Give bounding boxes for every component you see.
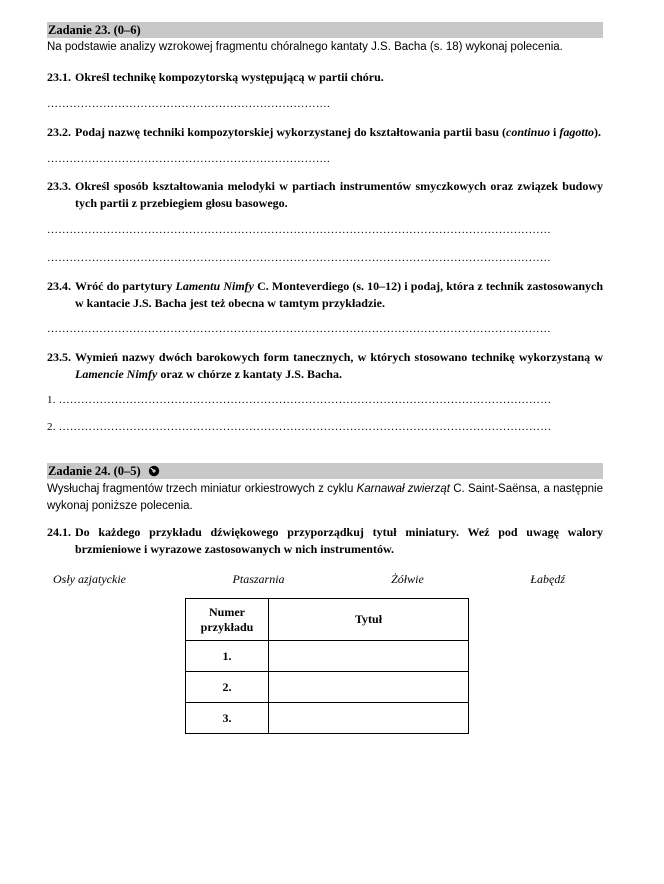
audio-cd-icon bbox=[148, 465, 160, 481]
title-option: Ptaszarnia bbox=[232, 572, 285, 586]
answer-line-23-3a[interactable]: ……………………………………………………………………………………………………………………… bbox=[47, 224, 551, 236]
question-number: 23.5. bbox=[47, 350, 71, 364]
row-number: 2. bbox=[186, 672, 269, 703]
question-text: Określ technikę kompozytorską występującą w partii chóru. bbox=[75, 70, 384, 84]
row-number: 1. bbox=[186, 641, 269, 672]
title-answer-cell[interactable] bbox=[269, 641, 469, 672]
answer-table bbox=[185, 598, 469, 734]
task-24-intro: Wysłuchaj fragmentów trzech miniatur orkiestrowych z cyklu Karnawał zwierząt C. Saint-Saënsa, a następnie wykonaj poniższe polecenia. bbox=[47, 483, 603, 512]
question-text: Wymień nazwy dwóch barokowych form tanecznych, w których stosowano technikę wykorzystaną w Lamencie Nimfy oraz w chórze z kantaty J.S. Bacha. bbox=[75, 350, 603, 381]
miniature-titles-list bbox=[47, 572, 603, 587]
question-text: Wróć do partytury Lamentu Nimfy C. Monteverdiego (s. 10–12) i podaj, która z technik zastosowanych w kantacie J.S. Bacha jest też obecna w tamtym przykładzie. bbox=[75, 279, 603, 310]
question-23-2 bbox=[47, 124, 603, 141]
question-text: Do każdego przykładu dźwiękowego przyporządkuj tytuł miniatury. Weź pod uwagę walory brzmieniowe i wyrazowe zastosowanych w nich instrumentów. bbox=[75, 525, 603, 556]
row-number: 3. bbox=[186, 703, 269, 734]
column-header-title: Tytuł bbox=[269, 599, 469, 641]
question-number: 23.1. bbox=[47, 70, 71, 84]
exam-page bbox=[47, 22, 603, 734]
title-answer-cell[interactable] bbox=[269, 703, 469, 734]
answer-line-23-5-1[interactable]: 1. …………………………………………………………………………………………………………………… bbox=[47, 394, 552, 406]
question-23-1 bbox=[47, 69, 603, 86]
question-number: 23.4. bbox=[47, 279, 71, 293]
title-answer-cell[interactable] bbox=[269, 672, 469, 703]
title-option: Łabędź bbox=[530, 572, 565, 586]
question-text: Określ sposób kształtowania melodyki w partiach instrumentów smyczkowych oraz związek budowy tych partii z przebiegiem głosu basowego. bbox=[75, 179, 603, 210]
answer-line-23-2[interactable]: …………………………………………………………………. bbox=[47, 153, 330, 165]
question-number: 24.1. bbox=[47, 525, 71, 539]
question-24-1 bbox=[47, 524, 603, 558]
task-23-header: Zadanie 23. (0–6) bbox=[47, 22, 603, 38]
answer-line-23-1[interactable]: …………………………………………………………………. bbox=[47, 98, 330, 110]
title-option: Żółwie bbox=[391, 572, 424, 586]
question-23-3 bbox=[47, 178, 603, 212]
answer-line-23-4[interactable]: ……………………………………………………………………………………………………………………… bbox=[47, 323, 551, 335]
question-number: 23.2. bbox=[47, 125, 71, 139]
answer-line-23-5-2[interactable]: 2. …………………………………………………………………………………………………………………… bbox=[47, 421, 552, 433]
title-option: Osły azjatyckie bbox=[53, 572, 126, 586]
task-24-header: Zadanie 24. (0–5) bbox=[47, 463, 603, 479]
answer-line-23-3b[interactable]: ……………………………………………………………………………………………………………………… bbox=[47, 252, 551, 264]
question-23-4 bbox=[47, 278, 603, 312]
task-23-intro: Na podstawie analizy wzrokowej fragmentu chóralnego kantaty J.S. Bacha (s. 18) wykonaj polecenia. bbox=[47, 41, 563, 53]
question-number: 23.3. bbox=[47, 179, 71, 193]
question-text: Podaj nazwę techniki kompozytorskiej wykorzystanej do kształtowania partii basu (continuo i fagotto). bbox=[75, 125, 602, 139]
question-23-5 bbox=[47, 349, 603, 383]
column-header-number: Numer przykładu bbox=[186, 599, 269, 641]
